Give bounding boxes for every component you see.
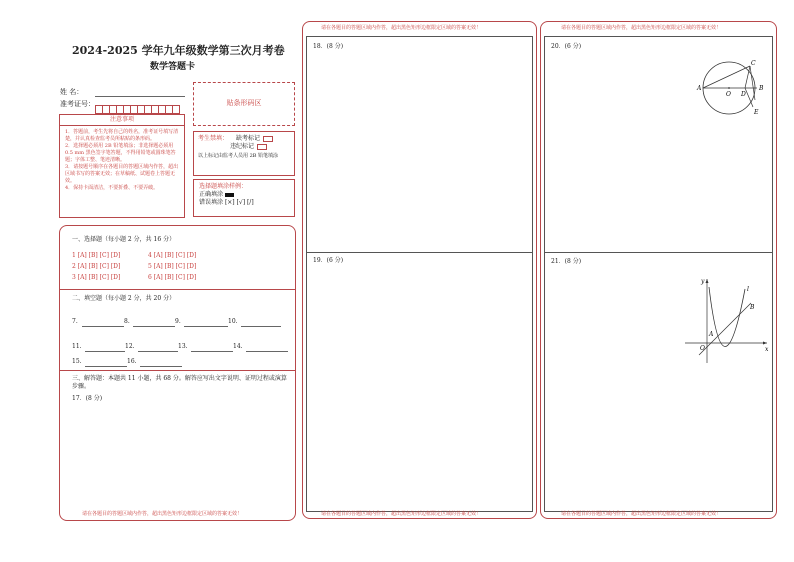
- label-A: A: [697, 85, 702, 92]
- notice-item: 4．保持卡面清洁，不要折叠、不要弄破。: [65, 185, 159, 191]
- barcode-area: [193, 82, 295, 126]
- fill-example-box: [193, 179, 295, 217]
- choice-row-2[interactable]: 2 [A] [B] [C] [D]: [72, 263, 121, 270]
- label-l: l: [747, 286, 749, 293]
- blank-label-16: 16.: [127, 358, 137, 365]
- notice-heading: 注意事项: [60, 115, 184, 126]
- label-B: B: [750, 304, 755, 311]
- wrong-fill-label: 错误填涂: [199, 199, 224, 206]
- middle-frame: [306, 36, 533, 512]
- blank-input-15[interactable]: [85, 366, 127, 367]
- middle-header-warning: 请在各题目的答题区域内作答，超出黑色矩形边框限定区域的答案无效！: [321, 25, 482, 31]
- blank-input-7[interactable]: [82, 326, 124, 327]
- q19-label: 19．(6 分): [313, 257, 344, 264]
- choice-row-6[interactable]: 6 [A] [B] [C] [D]: [148, 274, 197, 281]
- choice-row-5[interactable]: 5 [A] [B] [C] [D]: [148, 263, 197, 270]
- blank-input-13[interactable]: [191, 351, 233, 352]
- q21-answer-area[interactable]: [545, 269, 772, 509]
- blank-label-14: 14.: [233, 343, 243, 350]
- blank-input-10[interactable]: [241, 326, 281, 327]
- notice-item: 3．请按题号顺序在各题目的答题区域内作答，超出区域书写的答案无效；在草稿纸、试题卷上答题无效。: [65, 164, 179, 184]
- blank-label-7: 7.: [72, 318, 78, 325]
- absent-label: 缺考标记: [235, 135, 260, 142]
- label-E: E: [754, 109, 759, 116]
- q18-label: 18．(8 分): [313, 43, 344, 50]
- absent-checkbox[interactable]: [263, 136, 273, 142]
- blank-input-8[interactable]: [133, 326, 175, 327]
- blank-label-15: 15.: [72, 358, 82, 365]
- right-header-warning: 请在各题目的答题区域内作答，超出黑色矩形边框限定区域的答案无效！: [561, 25, 722, 31]
- status-row-violation: [198, 143, 290, 151]
- axis-x-label: x: [765, 346, 769, 353]
- blank-label-10: 10.: [228, 318, 238, 325]
- status-label: 考生禁填：: [198, 135, 229, 142]
- choice-row-3[interactable]: 3 [A] [B] [C] [D]: [72, 274, 121, 281]
- wrong-fill-row: [199, 199, 289, 207]
- q19-answer-area[interactable]: [307, 269, 532, 509]
- status-box: [193, 131, 295, 176]
- blank-label-11: 11.: [72, 343, 82, 350]
- ticket-number-grid[interactable]: [95, 99, 187, 108]
- section2-heading: 二、填空题（每小题 2 分，共 20 分）: [72, 295, 176, 302]
- label-A: A: [709, 331, 714, 338]
- label-O: O: [726, 91, 731, 98]
- answer-region-right: [540, 21, 777, 519]
- label-D: D: [741, 91, 746, 98]
- q18-answer-area[interactable]: [307, 47, 532, 249]
- blank-input-16[interactable]: [140, 366, 182, 367]
- violation-label: 违纪标记: [230, 143, 255, 150]
- notice-box: [59, 114, 185, 218]
- label-C: C: [751, 60, 756, 67]
- choice-row-1[interactable]: 1 [A] [B] [C] [D]: [72, 252, 121, 259]
- blank-input-11[interactable]: [85, 351, 125, 352]
- fill-example-heading: 选择题填涂样例：: [199, 183, 248, 190]
- status-note: 以上标记由监考人员用 2B 铅笔填涂: [198, 153, 279, 159]
- left-footer-warning: 请在各题目的答题区域内作答，超出黑色矩形边框限定区域的答案无效！: [82, 511, 243, 517]
- q17-label: 17．(8 分): [72, 395, 103, 402]
- notice-item: 2．选择题必须用 2B 铅笔填涂；非选择题必须用 0.5 mm 黑色签字笔答题，不得用铅笔或圆珠笔答题；字体工整、笔迹清晰。: [65, 143, 176, 163]
- blank-input-14[interactable]: [246, 351, 288, 352]
- section3-heading: 三、解答题：本题共 11 小题，共 68 分。解答应写出文字说明、证明过程或演算步骤。: [72, 375, 287, 390]
- choice-row-4[interactable]: 4 [A] [B] [C] [D]: [148, 252, 197, 259]
- wrong-fill-marks: [×] [√] [/]: [224, 199, 254, 206]
- blank-label-9: 9.: [175, 318, 181, 325]
- q17-answer-area[interactable]: [72, 406, 284, 510]
- blank-label-13: 13.: [178, 343, 188, 350]
- question-divider: [307, 252, 532, 253]
- q21-label: 21．(8 分): [551, 258, 582, 265]
- blank-label-8: 8.: [124, 318, 130, 325]
- filled-bubble-icon: [225, 193, 234, 197]
- violation-checkbox[interactable]: [257, 144, 267, 150]
- axis-y-label: y: [701, 278, 705, 285]
- blank-label-12: 12.: [125, 343, 135, 350]
- section-divider: [60, 289, 295, 290]
- blank-input-9[interactable]: [184, 326, 228, 327]
- question-divider: [545, 252, 772, 253]
- page-subtitle: 数学答题卡: [150, 62, 196, 72]
- answer-region-middle: [302, 21, 537, 519]
- notice-list: [60, 126, 184, 192]
- right-footer-warning: 请在各题目的答题区域内作答，超出黑色矩形边框限定区域的答案无效！: [561, 511, 722, 517]
- name-field[interactable]: [95, 96, 185, 97]
- origin-label: O: [700, 345, 705, 352]
- section1-heading: 一、选择题（每小题 2 分，共 16 分）: [72, 236, 176, 243]
- label-B: B: [759, 85, 764, 92]
- answer-region-left: [59, 225, 296, 521]
- ticket-label: 准考证号：: [60, 100, 95, 108]
- blank-input-12[interactable]: [138, 351, 178, 352]
- q20-answer-area[interactable]: [545, 47, 772, 249]
- correct-fill-label: 正确填涂: [199, 191, 224, 198]
- name-label: 姓 名：: [60, 88, 84, 96]
- page-title: 2024-2025 学年九年级数学第三次月考卷: [72, 44, 285, 57]
- section-divider: [60, 370, 295, 371]
- notice-item: 1．答题前，考生先将自己的姓名，准考证号填写清楚，并认真检查监考员所粘贴的条形码。: [65, 129, 179, 142]
- middle-footer-warning: 请在各题目的答题区域内作答，超出黑色矩形边框限定区域的答案无效！: [321, 511, 482, 517]
- q20-label: 20．(6 分): [551, 43, 582, 50]
- correct-fill-row: [199, 191, 289, 199]
- barcode-label: 贴条形码区: [226, 99, 262, 107]
- right-frame: [544, 36, 773, 512]
- status-row-absent: [198, 135, 290, 143]
